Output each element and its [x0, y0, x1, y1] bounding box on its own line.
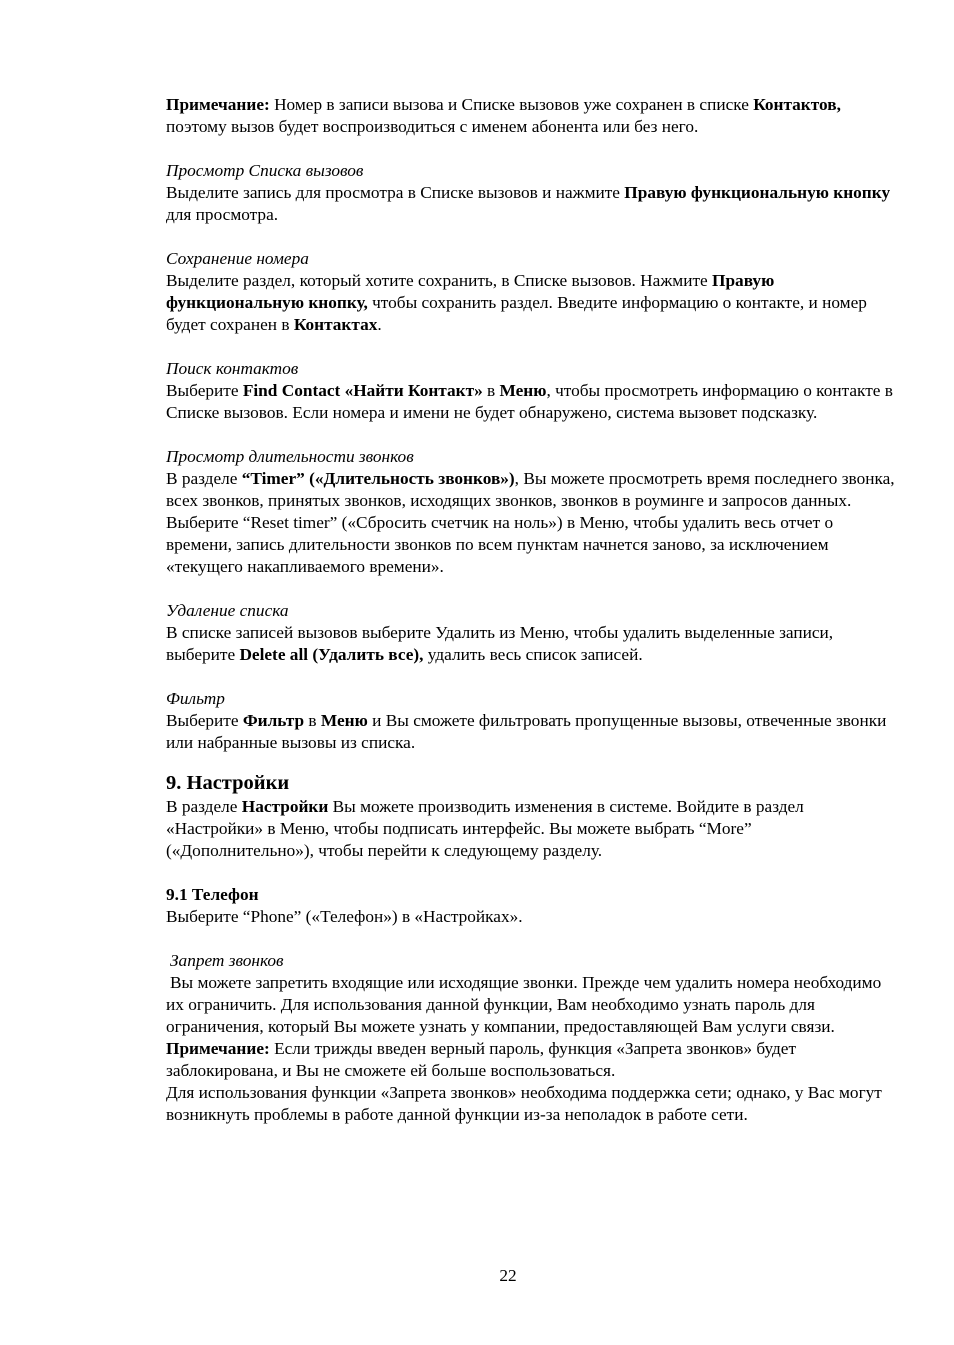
note-text: Номер в записи вызова и Списке вызовов уже сохранен в списке — [269, 95, 754, 114]
section-text-phone: Выберите “Phone” («Телефон») в «Настройках». — [166, 907, 523, 926]
filter-text: Выберите — [166, 711, 243, 730]
find-contact-text-mid: в — [482, 381, 500, 400]
settings-bold: Настройки — [241, 797, 329, 816]
note-label: Примечание: — [166, 95, 270, 114]
section-text-call-barring — [166, 972, 896, 1038]
find-contact-text: Выберите — [166, 381, 243, 400]
settings-text-end: Вы можете производить изменения в системе. Войдите в раздел «Настройки» в Меню, чтобы подписать интерфейс. Вы можете выбрать “More” («Дополнительно»), чтобы перейти к следующему разделу. — [166, 797, 804, 860]
section-heading-find-contact: Поиск контактов — [166, 359, 299, 378]
section-text-settings — [166, 796, 896, 862]
save-number-text-mid: чтобы сохранить раздел. Введите информацию о контакте, и номер будет сохранен в — [166, 293, 867, 334]
find-contact-bold-menu: Меню — [499, 381, 547, 400]
page-number: 22 — [499, 1266, 517, 1285]
call-barring-note-label: Примечание: — [166, 1039, 270, 1058]
chapter-heading-settings: 9. Настройки — [166, 772, 290, 794]
section-heading-save-number: Сохранение номера — [166, 249, 309, 268]
note-text-end: поэтому вызов будет воспроизводиться с именем абонента или без него. — [166, 117, 699, 136]
subsection-heading-phone: 9.1 Телефон — [166, 885, 259, 904]
delete-list-bold: Delete all (Удалить все), — [239, 645, 424, 664]
section-text-timer — [166, 468, 896, 578]
filter-text-end: и Вы сможете фильтровать пропущенные вызовы, отвеченные звонки или набранные вызовы из списка. — [166, 711, 887, 752]
view-list-text-end: для просмотра. — [166, 205, 279, 224]
find-contact-text-end: , чтобы просмотреть информацию о контакте в Списке вызовов. Если номера и имени не будет обнаружено, система вызовет подсказку. — [166, 381, 893, 422]
settings-text: В разделе — [166, 797, 242, 816]
call-barring-note-text: Если трижды введен верный пароль, функция «Запрета звонков» будет заблокирована, и Вы не сможете ей больше воспользоваться. — [166, 1039, 797, 1080]
call-barring-note — [166, 1038, 896, 1082]
call-barring-network-text: Для использования функции «Запрета звонков» необходима поддержка сети; однако, у Вас могут возникнуть проблемы в работе данной функции из-за неполадок в работе сети. — [166, 1083, 882, 1124]
delete-list-text-end: удалить весь список записей. — [423, 645, 643, 664]
timer-bold: “Timer” («Длительность звонков») — [241, 469, 515, 488]
find-contact-bold: Find Contact «Найти Контакт» — [242, 381, 483, 400]
filter-bold-menu: Меню — [320, 711, 368, 730]
save-number-text: Выделите раздел, который хотите сохранить, в Списке вызовов. Нажмите — [166, 271, 712, 290]
section-heading-delete-list: Удаление списка — [166, 601, 289, 620]
timer-text-end: , Вы можете просмотреть время последнего звонка, всех звонков, принятых звонков, исходящих звонков, звонков в роуминге и запросов данных. Выберите “Reset timer” («Сбросить счетчик на ноль») в Меню, чтобы удалить весь отчет о времени, запись длительности звонков по всем пунктам начнется заново, за исключением «текущего накапливаемого времени». — [166, 469, 895, 576]
section-text-filter — [166, 710, 896, 754]
filter-text-mid: в — [304, 711, 321, 730]
save-number-bold: Правую функциональную кнопку, — [166, 271, 775, 312]
view-list-text: Выделите запись для просмотра в Списке вызовов и нажмите — [166, 183, 625, 202]
section-heading-filter: Фильтр — [166, 689, 225, 708]
note-bold-contacts: Контактов, — [753, 95, 841, 114]
delete-list-text: В списке записей вызовов выберите Удалить из Меню, чтобы удалить выделенные записи, выберите — [166, 623, 834, 664]
timer-text: В разделе — [166, 469, 242, 488]
save-number-bold-contacts: Контактах — [293, 315, 378, 334]
section-text-find-contact — [166, 380, 896, 424]
document-body — [166, 94, 896, 1126]
section-heading-timer: Просмотр длительности звонков — [166, 447, 414, 466]
section-text-save-number — [166, 270, 896, 336]
section-text-delete-list — [166, 622, 896, 666]
view-list-bold: Правую функциональную кнопку — [624, 183, 891, 202]
save-number-text-end: . — [377, 315, 382, 334]
section-heading-call-barring: Запрет звонков — [170, 951, 284, 970]
section-text-view-list — [166, 182, 896, 226]
filter-bold: Фильтр — [242, 711, 305, 730]
section-heading-view-list: Просмотр Списка вызовов — [166, 161, 364, 180]
note-paragraph — [166, 94, 896, 138]
call-barring-text: Вы можете запретить входящие или исходящие звонки. Прежде чем удалить номера необходимо их ограничить. Для использования данной функции, Вам необходимо узнать пароль для ограничения, который Вы можете узнать у компании, предоставляющей Вам услуги связи. — [166, 973, 882, 1036]
